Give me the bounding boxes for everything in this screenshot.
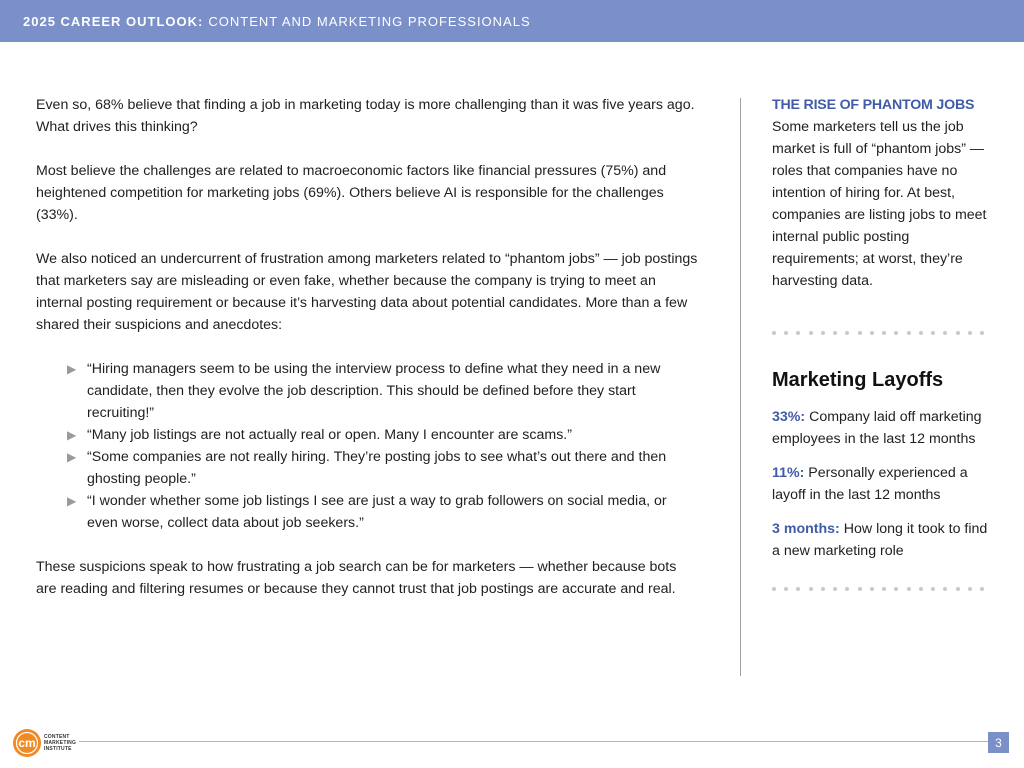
sidebar-body: Some marketers tell us the job market is full of “phantom jobs” — roles that companies have no intention of hiring for. At best, companies are listing jobs to meet internal public posting requirements; at worst, they’re harvesting data. (772, 119, 987, 289)
sidebar-phantom-jobs (772, 94, 994, 292)
main-column (36, 94, 698, 622)
report-title: 2025 CAREER OUTLOOK: (23, 13, 204, 29)
report-subtitle: CONTENT AND MARKETING PROFESSIONALS (208, 13, 531, 29)
stat-label: How long it took to find a new marketing role (772, 521, 988, 559)
paragraph: We also noticed an undercurrent of frustration among marketers related to “phantom jobs” — job postings that marketers say are misleading or even fake, whether because the company is trying to meet an internal posting requirement or because it’s harvesting data about potential candidates. More than a few shared their suspicions and anecdotes: (36, 251, 698, 333)
logo-mark: cm (18, 736, 36, 750)
list-item (67, 358, 698, 424)
stat-item (772, 462, 994, 506)
sidebar-layoffs (772, 366, 994, 574)
stat-value: 3 months: (772, 521, 840, 537)
quote-text: “Some companies are not really hiring. They’re posting jobs to see what’s out there and then ghosting people.” (87, 449, 667, 487)
column-divider (740, 98, 741, 676)
closing-paragraph: These suspicions speak to how frustrating a job search can be for marketers — whether because bots are reading and filtering resumes or because they cannot trust that job postings are accurate and real. (36, 559, 677, 597)
list-item (67, 446, 698, 490)
dotted-divider (772, 331, 984, 337)
sidebar-title: THE RISE OF PHANTOM JOBS (772, 97, 975, 113)
quote-text: “Hiring managers seem to be using the interview process to define what they need in a new candidate, then they evolve the job description. This should be defined before they start recruiting!” (87, 361, 661, 421)
quote-list (36, 358, 698, 534)
stat-item (772, 406, 994, 450)
layoffs-heading: Marketing Layoffs (772, 369, 944, 391)
dotted-divider (772, 587, 984, 593)
page-number: 3 (988, 732, 1009, 753)
paragraph: Most believe the challenges are related to macroeconomic factors like financial pressures (75%) and heightened competition for marketing jobs (69%). Others believe AI is responsible for the challenges (33%). (36, 163, 667, 223)
triangle-bullet-icon: ▶ (67, 494, 77, 508)
list-item (67, 490, 698, 534)
footer-rule (79, 741, 989, 742)
triangle-bullet-icon: ▶ (67, 428, 77, 442)
header-bar (0, 0, 1024, 42)
list-item (67, 424, 698, 446)
logo-wordmark: CONTENT MARKETING INSTITUTE (44, 734, 77, 752)
quote-text: “Many job listings are not actually real or open. Many I encounter are scams.” (87, 427, 572, 443)
quote-text: “I wonder whether some job listings I see are just a way to grab followers on social media, or even worse, collect data about job seekers.” (87, 493, 667, 531)
stat-label: Personally experienced a layoff in the last 12 months (772, 465, 968, 503)
stat-label: Company laid off marketing employees in the last 12 months (772, 409, 982, 447)
paragraph: Even so, 68% believe that finding a job in marketing today is more challenging than it was five years ago. What drives this thinking? (36, 97, 695, 135)
triangle-bullet-icon: ▶ (67, 362, 77, 376)
stat-value: 33%: (772, 409, 806, 425)
stat-item (772, 518, 994, 562)
stat-value: 11%: (772, 465, 805, 481)
triangle-bullet-icon: ▶ (67, 450, 77, 464)
